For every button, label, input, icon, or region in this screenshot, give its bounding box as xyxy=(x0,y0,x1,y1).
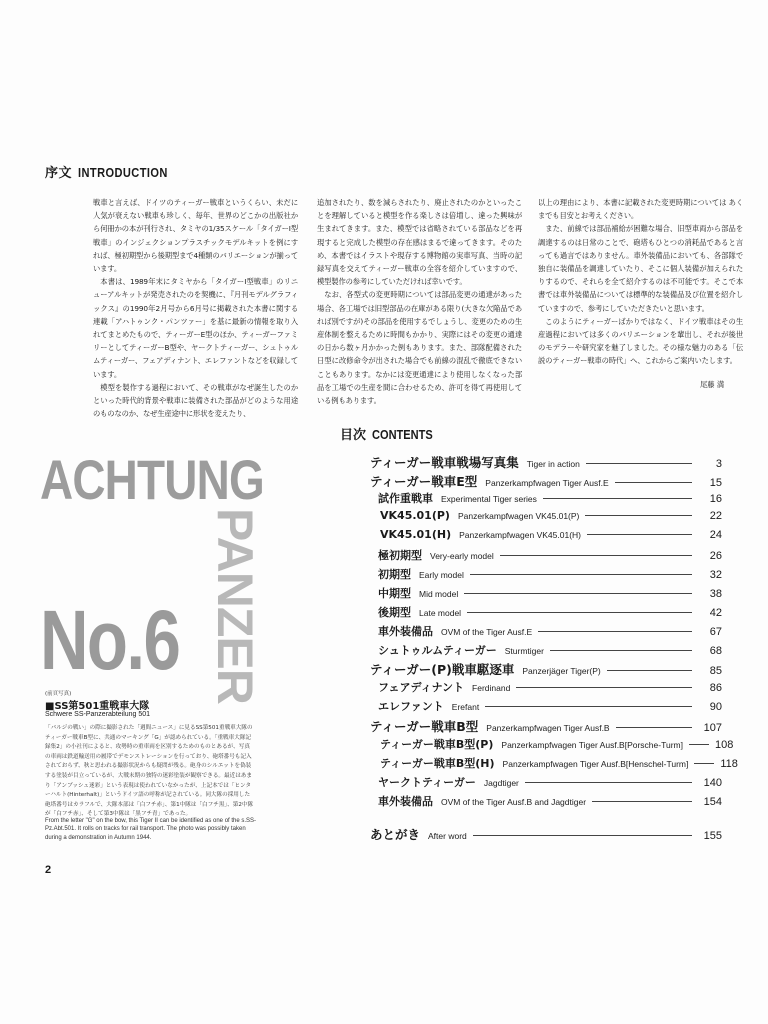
toc-entry xyxy=(378,585,722,601)
toc-leader-line xyxy=(464,593,692,594)
toc-entry xyxy=(380,509,722,522)
intro-paragraph: 模型を製作する過程において、その戦車がなぜ誕生したのかといった時代的背景や戦車に装備された部品がどのような用途のものなのか、なぜ生産途中に形状を変えたり、 xyxy=(93,382,298,419)
toc-entry-page: 140 xyxy=(703,777,722,789)
toc-entry-title-en: Panzerkampfwagen Tiger Ausf.B xyxy=(486,723,610,733)
toc-entry xyxy=(370,717,722,735)
toc-leader-line xyxy=(694,763,714,764)
caption-body-en: From the letter "G" on the bow, this Tiger II can be identified as one of the s.SS-Pz.Abt.501. It rolls on tracks for rail transport. The photo was possibly taken during a demonstration in Autumn 1944. xyxy=(45,818,257,841)
toc-entry xyxy=(378,774,722,790)
toc-entry-title-jp: シュトゥルムティーガー xyxy=(378,644,497,657)
toc-leader-line xyxy=(473,835,692,836)
toc-entry-title-jp: ティーガー戦車B型(P) xyxy=(380,738,494,751)
toc-leader-line xyxy=(607,670,692,671)
intro-heading xyxy=(45,162,184,181)
toc-entry-title-en: After word xyxy=(428,831,467,841)
toc-entry-page: 38 xyxy=(709,588,722,600)
toc-leader-line xyxy=(543,498,692,499)
intro-column-3 xyxy=(538,196,743,368)
toc-entry xyxy=(378,642,722,658)
title-panzer: PANZER xyxy=(207,508,263,704)
toc-leader-line xyxy=(585,515,692,516)
toc-entry-page: 22 xyxy=(709,510,722,522)
toc-entry xyxy=(378,490,722,506)
toc-entry-title-jp: フェアディナント xyxy=(378,681,465,694)
toc-entry xyxy=(370,472,722,490)
toc-entry-title-jp: あとがき xyxy=(370,827,421,842)
contents-heading xyxy=(340,424,444,443)
toc-entry xyxy=(370,825,722,843)
toc-entry-page: 90 xyxy=(709,701,722,713)
toc-entry xyxy=(380,528,722,541)
caption-body-jp: 「バルジの戦い」の際に撮影された「週間ニュース」に見るSS第501重戦車大隊のティーガー戦車B型に、共通のマーキング「G」が認められている。「重戦車大隊記録集2」の小社刊によると、攻勢時の重車両を区別するためのものとあるが、写真の車両は鉄道輸送用の履帯でデモンストレーションを行っており、砲塔番号も記入されておらず、秋と思われる撮影状況からも疑問が残る。砲身のシルエットを偽装する塗装が目立っているが、大戦末期の独特の迷彩塗装が観察できる。最近はあまり「アンブッシュ迷彩」という表現は使われていなかったが、上記本では「ヒンターハルト(Hinterhalt)」というドイツ語の呼称が記されている。同大隊の採用した砲塔番号はカラフルで、大隊本部は「白フチ赤」、第1中隊は「白フチ黒」、第2中隊が「白フチ赤」、そして第3中隊は「黒フチ青」であった。 xyxy=(45,725,254,818)
toc-entry-page: 32 xyxy=(709,569,722,581)
toc-entry-title-en: Late model xyxy=(419,608,462,618)
toc-entry-title-jp: VK45.01(H) xyxy=(380,528,452,541)
caption-label: (前頁写真) xyxy=(45,691,72,697)
toc-leader-line xyxy=(615,482,692,483)
toc-entry-page: 3 xyxy=(715,458,722,470)
toc-entry xyxy=(380,755,738,771)
toc-entry-title-jp: 極初期型 xyxy=(378,549,422,562)
toc-entry-page: 86 xyxy=(709,682,722,694)
author-signature: 尾藤 満 xyxy=(700,380,725,389)
toc-entry-page: 108 xyxy=(714,739,734,751)
toc-leader-line xyxy=(587,534,692,535)
toc-entry-title-jp: 後期型 xyxy=(378,606,411,619)
toc-entry-page: 68 xyxy=(709,645,722,657)
toc-entry-title-en: Panzerkampfwagen Tiger Ausf.E xyxy=(485,478,609,488)
toc-entry-title-en: Sturmtiger xyxy=(504,646,544,656)
toc-entry-title-jp: 中期型 xyxy=(378,587,411,600)
toc-leader-line xyxy=(538,631,692,632)
toc-leader-line xyxy=(689,744,709,745)
toc-entry-title-jp: ティーガー戦車B型 xyxy=(370,719,479,734)
toc-entry-title-en: Erefant xyxy=(451,702,480,712)
toc-entry-title-jp: ティーガー戦車戦場写真集 xyxy=(370,455,519,470)
toc-entry-page: 154 xyxy=(703,796,722,808)
toc-entry-title-en: Panzerkampfwagen VK45.01(P) xyxy=(457,511,580,521)
intro-paragraph: 追加されたり、数を減らされたり、廃止されたのかといったことを理解していると模型を作る楽しさは倍増し、違った興味が生まれてきます。また、模型では省略されている部品などを再現すると完成した模型の存在感はまるで違ってきます。そのため、本書ではイラストや現存する博物館の実車写真、当時の記録写真を交えてティーガー戦車の全容を紹介していますので、模型製作の参考にしていただければ幸いです。 xyxy=(317,198,522,287)
intro-paragraph: また、前線では部品補給が困難な場合、旧型車両から部品を調達するのは日常のことで、砲塔もひとつの消耗品であると言っても過言ではありません。車外装備品においても、各部隊で独自に装備品を調達していたり、そこに個人装備が加えられたりするので、それらを全て紹介するのは不可能です。そこで本書では車外装備品については標準的な装備品及び位置を紹介していますので、参考にしていただきたいと思います。 xyxy=(538,224,743,313)
toc-entry-page: 26 xyxy=(709,550,722,562)
toc-leader-line xyxy=(516,687,692,688)
title-achtung: ACHTUNG xyxy=(40,448,264,511)
toc-entry xyxy=(378,679,722,695)
toc-entry-title-en: Jagdtiger xyxy=(483,778,519,788)
toc-entry-title-jp: エレファント xyxy=(378,700,444,713)
intro-paragraph: 本書は、1989年末にタミヤから「タイガーI型戦車」のリニューアルキットが発売されたのを契機に、『月刊モデルグラフィックス』の1990年2月号から6月号に掲載された本書に関する連載「アハトゥンク・パンツァー」を基に最新の情報を取り入れてまとめたもので、ティーガーE型のほか、ティーガーファミリーとしてティーガーB型や、ヤークトティーガー、シュトゥルムティーガー、フェアディナント、エレファントなどを収録しています。 xyxy=(93,277,298,379)
toc-entry-page: 24 xyxy=(709,529,722,541)
toc-entry xyxy=(378,698,722,714)
toc-entry-title-jp: ヤークトティーガー xyxy=(378,776,476,789)
toc-entry-title-en: Panzerjäger Tiger(P) xyxy=(522,666,601,676)
toc-entry xyxy=(370,660,722,678)
toc-leader-line xyxy=(525,782,692,783)
toc-entry-title-en: Tiger in action xyxy=(526,459,580,469)
toc-entry-title-en: Panzerkampfwagen VK45.01(H) xyxy=(459,530,581,540)
caption-title: ■SS第501重戦車大隊 xyxy=(45,701,150,712)
toc-entry-page: 42 xyxy=(709,607,722,619)
toc-entry xyxy=(378,604,722,620)
toc-entry xyxy=(380,736,734,752)
intro-heading-en: INTRODUCTION xyxy=(78,165,168,180)
toc-entry-page: 107 xyxy=(703,722,722,734)
toc-entry xyxy=(378,623,722,639)
toc-entry-title-en: Panzerkampfwagen Tiger Ausf.B[Henschel-Turm] xyxy=(502,759,689,769)
toc-entry-title-jp: 車外装備品 xyxy=(378,795,433,808)
toc-entry-title-jp: ティーガー(P)戦車駆逐車 xyxy=(370,662,515,677)
toc-entry-title-jp: VK45.01(P) xyxy=(380,509,450,522)
toc-leader-line xyxy=(485,706,692,707)
toc-entry-title-en: Panzerkampfwagen Tiger Ausf.B[Porsche-Turm] xyxy=(501,740,683,750)
toc-entry-title-en: OVM of the Tiger Ausf.B and Jagdtiger xyxy=(441,797,587,807)
toc-entry-title-en: Early model xyxy=(419,570,464,580)
toc-entry xyxy=(378,566,722,582)
toc-entry xyxy=(378,547,722,563)
intro-paragraph: 以上の理由により、本書に記載された変更時期については あくまでも目安とお考えください。 xyxy=(538,198,743,221)
toc-entry-title-jp: ティーガー戦車E型 xyxy=(370,474,478,489)
toc-entry-page: 85 xyxy=(709,665,722,677)
toc-entry-title-en: Ferdinand xyxy=(472,683,511,693)
toc-entry-page: 118 xyxy=(720,758,738,770)
toc-entry-title-en: Experimental Tiger series xyxy=(441,494,537,504)
title-volume-number: No.6 xyxy=(40,593,180,687)
intro-column-2 xyxy=(317,196,522,407)
caption-subtitle: Schwere SS-Panzerabteilung 501 xyxy=(45,711,151,718)
toc-entry-page: 15 xyxy=(709,477,722,489)
toc-leader-line xyxy=(592,801,692,802)
intro-paragraph: なお、各型式の変更時期については部品変更の通達があった場合、各工場では旧型部品の在庫がある限り(大きな欠陥品であれば別ですが)その部品を使用するでしょうし、変更のための生産体制を整えるために時間もかかり、実際にはその変更の通達の日から数ヶ月かかった例もあります。また、部隊配備された日型に改修命令が出された場合でも前線の混乱で徹底できないこともあります。なかには変更通達により使用しなくなった部品を工場での生産を間に合わせるため、許可を得て再使用している例もあります。 xyxy=(317,290,522,406)
intro-column-1 xyxy=(93,196,298,420)
toc-leader-line xyxy=(550,650,692,651)
page-number: 2 xyxy=(45,864,52,876)
contents-heading-en: CONTENTS xyxy=(372,427,433,442)
toc-entry-page: 155 xyxy=(703,830,722,842)
toc-leader-line xyxy=(470,574,692,575)
toc-leader-line xyxy=(616,727,692,728)
toc-entry-page: 16 xyxy=(709,493,722,505)
toc-entry-title-jp: 車外装備品 xyxy=(378,625,433,638)
intro-heading-jp: 序文 xyxy=(45,166,73,181)
toc-leader-line xyxy=(500,555,692,556)
toc-entry-title-jp: 初期型 xyxy=(378,568,411,581)
toc-entry-title-en: OVM of the Tiger Ausf.E xyxy=(441,627,533,637)
toc-entry xyxy=(370,453,722,471)
toc-entry-title-jp: 試作重戦車 xyxy=(378,492,433,505)
intro-paragraph: このようにティーガーばかりではなく、ドイツ戦車はその生産過程においては多くのバリエーションを輩出し、それが後世のモデラーや研究家を魅了しました。その様な魅力のある「伝説のティーガー戦車の時代」へ、これからご案内いたします。 xyxy=(538,316,743,366)
toc-leader-line xyxy=(467,612,692,613)
intro-paragraph: 戦車と言えば、ドイツのティーガー戦車というくらい、未だに人気が衰えない戦車も珍しく、毎年、世界のどこかの出版社から何冊かの本が刊行され、タミヤの1/35スケール「タイガーI型戦車」のインジェクションプラスチックモデルキットを例にすれば、極初期型から後期型まで4種類のバリエーションが揃っています。 xyxy=(93,198,298,274)
toc-entry-title-jp: ティーガー戦車B型(H) xyxy=(380,757,495,770)
toc-entry-title-en: Mid model xyxy=(419,589,459,599)
toc-entry xyxy=(378,793,722,809)
toc-leader-line xyxy=(586,463,692,464)
toc-entry-title-en: Very-early model xyxy=(430,551,494,561)
contents-heading-jp: 目次 xyxy=(340,428,367,443)
toc-entry-page: 67 xyxy=(709,626,722,638)
